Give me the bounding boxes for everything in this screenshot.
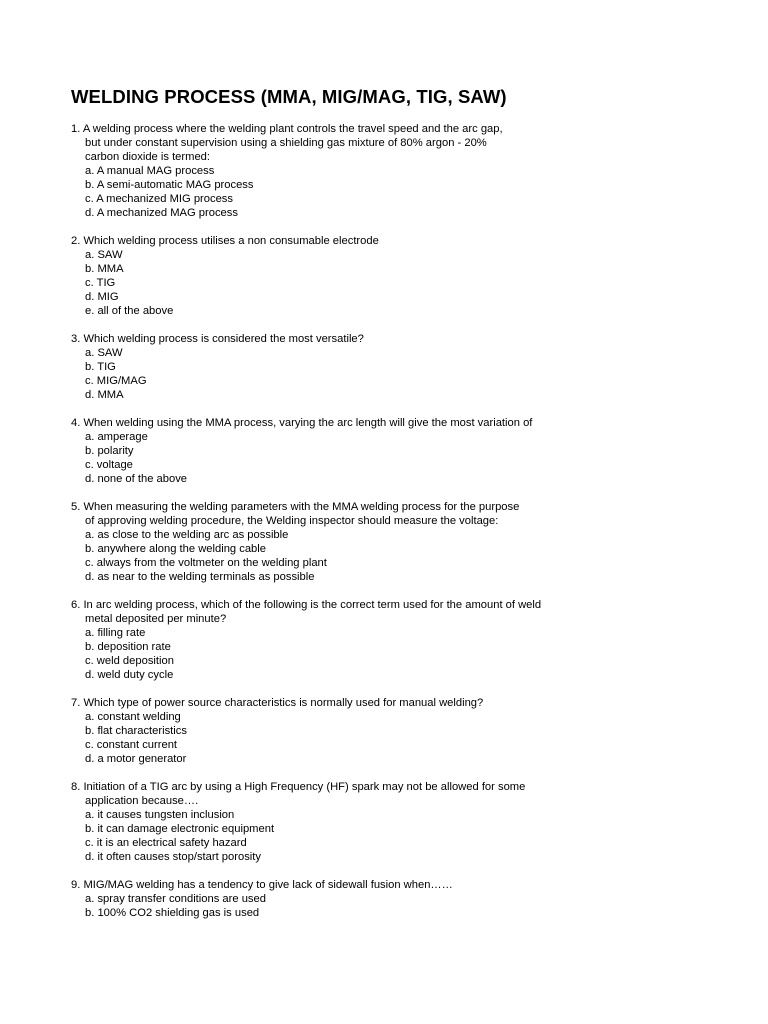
answer-option: e. all of the above bbox=[85, 305, 174, 317]
answer-option: b. it can damage electronic equipment bbox=[85, 823, 275, 835]
answer-option: d. as near to the welding terminals as possible bbox=[85, 571, 315, 583]
question-9 bbox=[71, 878, 731, 920]
answer-option: a. amperage bbox=[85, 431, 148, 443]
answer-option: c. MIG/MAG bbox=[85, 375, 147, 387]
question-3 bbox=[71, 332, 731, 402]
question-text: 1. A welding process where the welding plant controls the travel speed and the arc gap, bbox=[71, 123, 503, 135]
answer-option: c. TIG bbox=[85, 277, 116, 289]
answer-option: b. TIG bbox=[85, 361, 116, 373]
question-text: 7. Which type of power source characteristics is normally used for manual welding? bbox=[71, 697, 484, 709]
question-2 bbox=[71, 234, 731, 318]
answer-option: d. MMA bbox=[85, 389, 124, 401]
answer-option: d. none of the above bbox=[85, 473, 188, 485]
question-text-continued: carbon dioxide is termed: bbox=[85, 151, 210, 163]
question-6 bbox=[71, 598, 731, 682]
answer-option: d. it often causes stop/start porosity bbox=[85, 851, 261, 863]
question-text: 6. In arc welding process, which of the following is the correct term used for the amount of weld bbox=[71, 599, 542, 611]
page-title: WELDING PROCESS (MMA, MIG/MAG, TIG, SAW) bbox=[71, 86, 507, 107]
question-text-continued: metal deposited per minute? bbox=[85, 613, 227, 625]
question-text: 3. Which welding process is considered the most versatile? bbox=[71, 333, 364, 345]
question-7 bbox=[71, 696, 731, 766]
answer-option: a. SAW bbox=[85, 249, 123, 261]
question-text: 5. When measuring the welding parameters with the MMA welding process for the purpose bbox=[71, 501, 520, 513]
question-list bbox=[71, 122, 731, 934]
answer-option: d. A mechanized MAG process bbox=[85, 207, 238, 219]
answer-option: a. SAW bbox=[85, 347, 123, 359]
answer-option: b. anywhere along the welding cable bbox=[85, 543, 266, 555]
answer-option: b. deposition rate bbox=[85, 641, 171, 653]
answer-option: a. it causes tungsten inclusion bbox=[85, 809, 235, 821]
answer-option: c. weld deposition bbox=[85, 655, 174, 667]
answer-option: c. voltage bbox=[85, 459, 133, 471]
question-text: 2. Which welding process utilises a non consumable electrode bbox=[71, 235, 379, 247]
answer-option: b. A semi-automatic MAG process bbox=[85, 179, 254, 191]
question-text-continued: of approving welding procedure, the Welding inspector should measure the voltage: bbox=[85, 515, 499, 527]
answer-option: d. a motor generator bbox=[85, 753, 187, 765]
answer-option: c. A mechanized MIG process bbox=[85, 193, 233, 205]
answer-option: c. constant current bbox=[85, 739, 178, 751]
answer-option: a. as close to the welding arc as possible bbox=[85, 529, 289, 541]
answer-option: a. constant welding bbox=[85, 711, 181, 723]
question-5 bbox=[71, 500, 731, 584]
question-text-continued: application because…. bbox=[85, 795, 199, 807]
answer-option: c. always from the voltmeter on the welding plant bbox=[85, 557, 327, 569]
answer-option: d. weld duty cycle bbox=[85, 669, 174, 681]
answer-option: c. it is an electrical safety hazard bbox=[85, 837, 247, 849]
question-1 bbox=[71, 122, 731, 220]
answer-option: b. flat characteristics bbox=[85, 725, 187, 737]
question-8 bbox=[71, 780, 731, 864]
answer-option: d. MIG bbox=[85, 291, 119, 303]
question-text: 9. MIG/MAG welding has a tendency to give lack of sidewall fusion when…… bbox=[71, 879, 453, 891]
question-4 bbox=[71, 416, 731, 486]
answer-option: a. spray transfer conditions are used bbox=[85, 893, 266, 905]
answer-option: a. A manual MAG process bbox=[85, 165, 215, 177]
question-text: 8. Initiation of a TIG arc by using a High Frequency (HF) spark may not be allowed for some bbox=[71, 781, 526, 793]
question-text: 4. When welding using the MMA process, varying the arc length will give the most variation of bbox=[71, 417, 533, 429]
answer-option: b. polarity bbox=[85, 445, 134, 457]
answer-option: a. filling rate bbox=[85, 627, 146, 639]
answer-option: b. 100% CO2 shielding gas is used bbox=[85, 907, 260, 919]
answer-option: b. MMA bbox=[85, 263, 124, 275]
question-text-continued: but under constant supervision using a shielding gas mixture of 80% argon - 20% bbox=[85, 137, 487, 149]
